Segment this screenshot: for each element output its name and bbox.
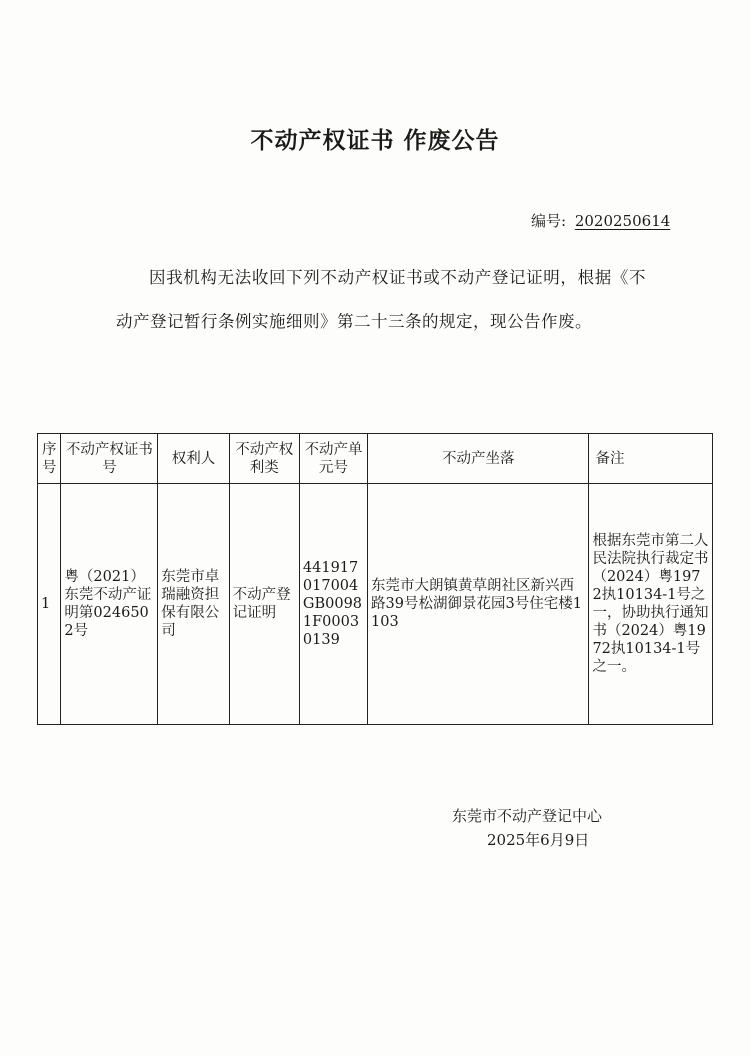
header-cert-no: 不动产权证书号	[61, 434, 158, 484]
header-remark: 备注	[589, 434, 713, 484]
cell-location: 东莞市大朗镇黄草朗社区新兴西路39号松湖御景花园3号住宅楼1103	[368, 484, 589, 725]
issue-date: 2025年6月9日	[487, 831, 590, 849]
page-title: 不动产权证书 作废公告	[250, 128, 500, 154]
table-row	[38, 484, 713, 725]
issuing-organization: 东莞市不动产登记中心	[452, 807, 603, 825]
table-header-row	[38, 434, 713, 484]
document-number	[531, 210, 670, 231]
header-location: 不动产坐落	[368, 434, 589, 484]
cell-holder: 东莞市卓瑞融资担保有限公司	[158, 484, 229, 725]
header-right-type: 不动产权利类	[229, 434, 299, 484]
document-number-value: 2020250614	[574, 212, 671, 230]
intro-paragraph: 因我机构无法收回下列不动产权证书或不动产登记证明，根据《不动产登记暂行条例实施细则》第二十三条的规定，现公告作废。	[116, 268, 646, 331]
cell-remark: 根据东莞市第二人民法院执行裁定书（2024）粤1972执10134-1号之一，协助执行通知书（2024）粤1972执10134-1号之一。	[589, 484, 713, 725]
cell-cert-no: 粤（2021）东莞不动产证明第0246502号	[61, 484, 158, 725]
header-holder: 权利人	[158, 434, 229, 484]
header-unit-no: 不动产单元号	[299, 434, 367, 484]
cell-unit-no: 441917017004GB00981F00030139	[299, 484, 367, 725]
document-number-label: 编号:	[531, 212, 567, 230]
void-certificate-table	[37, 433, 713, 725]
cell-seq: 1	[38, 484, 61, 725]
cell-right-type: 不动产登记证明	[229, 484, 299, 725]
header-seq: 序号	[38, 434, 61, 484]
